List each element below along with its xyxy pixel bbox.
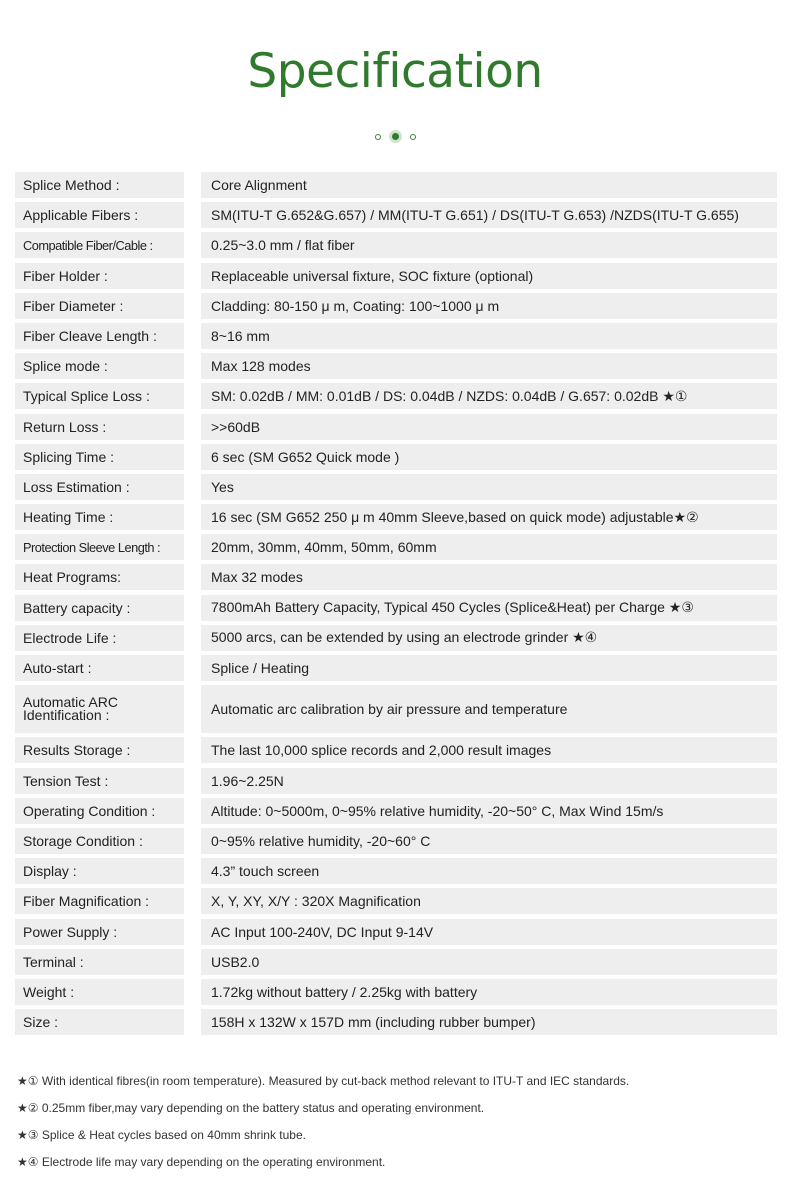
spec-label: Typical Splice Loss : <box>15 383 184 409</box>
spec-value: 20mm, 30mm, 40mm, 50mm, 60mm <box>201 534 777 560</box>
pagination-dot[interactable] <box>375 134 381 140</box>
spec-label: Terminal : <box>15 949 184 975</box>
spec-label: Fiber Cleave Length : <box>15 323 184 349</box>
spec-row <box>15 655 777 681</box>
spec-value: 1.96~2.25N <box>201 768 777 794</box>
spec-row <box>15 798 777 824</box>
spec-row <box>15 414 777 440</box>
spec-label: Return Loss : <box>15 414 184 440</box>
spec-row <box>15 768 777 794</box>
carousel-pagination <box>0 130 790 143</box>
spec-value: 0.25~3.0 mm / flat fiber <box>201 232 777 258</box>
spec-label: Heating Time : <box>15 504 184 530</box>
spec-label: Power Supply : <box>15 919 184 945</box>
spec-label: Size : <box>15 1009 184 1035</box>
spec-label: Electrode Life : <box>15 625 184 651</box>
spec-label: Fiber Diameter : <box>15 293 184 319</box>
spec-label: Applicable Fibers : <box>15 202 184 228</box>
spec-value: Core Alignment <box>201 172 777 198</box>
spec-label: Splice mode : <box>15 353 184 379</box>
spec-row <box>15 474 777 500</box>
spec-value: 158H x 132W x 157D mm (including rubber bumper) <box>201 1009 777 1035</box>
spec-row <box>15 202 777 228</box>
spec-row <box>15 323 777 349</box>
spec-label: Fiber Magnification : <box>15 888 184 914</box>
spec-row <box>15 1009 777 1035</box>
spec-value: AC Input 100-240V, DC Input 9-14V <box>201 919 777 945</box>
footnote: ★② 0.25mm fiber,may vary depending on the battery status and operating environment. <box>17 1101 485 1115</box>
spec-row <box>15 737 777 763</box>
spec-row <box>15 504 777 530</box>
spec-row <box>15 293 777 319</box>
spec-label: Loss Estimation : <box>15 474 184 500</box>
spec-row <box>15 858 777 884</box>
spec-value: 8~16 mm <box>201 323 777 349</box>
spec-row <box>15 383 777 409</box>
spec-value: Splice / Heating <box>201 655 777 681</box>
spec-label: Splicing Time : <box>15 444 184 470</box>
footnote: ★③ Splice & Heat cycles based on 40mm shrink tube. <box>17 1128 306 1142</box>
spec-value: 1.72kg without battery / 2.25kg with battery <box>201 979 777 1005</box>
spec-value: X, Y, XY, X/Y : 320X Magnification <box>201 888 777 914</box>
spec-label: Protection Sleeve Length : <box>15 534 184 560</box>
footnote: ★① With identical fibres(in room temperature). Measured by cut-back method relevant to ITU-T and IEC standards. <box>17 1074 630 1088</box>
spec-value: 7800mAh Battery Capacity, Typical 450 Cycles (Splice&Heat) per Charge ★③ <box>201 595 777 621</box>
spec-row <box>15 534 777 560</box>
spec-row <box>15 919 777 945</box>
spec-table <box>15 172 777 1039</box>
spec-label: Fiber Holder : <box>15 263 184 289</box>
spec-row <box>15 232 777 258</box>
spec-value: Cladding: 80-150 μ m, Coating: 100~1000 μ m <box>201 293 777 319</box>
spec-value: Yes <box>201 474 777 500</box>
spec-label: Compatible Fiber/Cable : <box>15 232 184 258</box>
spec-label: Tension Test : <box>15 768 184 794</box>
spec-row <box>15 172 777 198</box>
spec-label: Display : <box>15 858 184 884</box>
spec-label: Weight : <box>15 979 184 1005</box>
spec-row <box>15 979 777 1005</box>
spec-value: USB2.0 <box>201 949 777 975</box>
spec-value: >>60dB <box>201 414 777 440</box>
spec-label: Battery capacity : <box>15 595 184 621</box>
spec-row <box>15 444 777 470</box>
spec-value: SM(ITU-T G.652&G.657) / MM(ITU-T G.651) / DS(ITU-T G.653) /NZDS(ITU-T G.655) <box>201 202 777 228</box>
spec-value: 16 sec (SM G652 250 μ m 40mm Sleeve,based on quick mode) adjustable★② <box>201 504 777 530</box>
pagination-dot-active[interactable] <box>389 130 402 143</box>
page-title: Specification <box>247 44 543 99</box>
spec-row <box>15 828 777 854</box>
spec-value: Altitude: 0~5000m, 0~95% relative humidity, -20~50° C, Max Wind 15m/s <box>201 798 777 824</box>
spec-value: 5000 arcs, can be extended by using an electrode grinder ★④ <box>201 625 777 651</box>
spec-label: Automatic ARC Identification : <box>15 685 184 733</box>
spec-label: Splice Method : <box>15 172 184 198</box>
spec-row <box>15 685 777 733</box>
spec-row <box>15 564 777 590</box>
spec-label: Operating Condition : <box>15 798 184 824</box>
spec-row <box>15 625 777 651</box>
spec-label: Results Storage : <box>15 737 184 763</box>
spec-value: 6 sec (SM G652 Quick mode ) <box>201 444 777 470</box>
spec-row <box>15 595 777 621</box>
spec-row <box>15 263 777 289</box>
spec-value: The last 10,000 splice records and 2,000 result images <box>201 737 777 763</box>
pagination-dot[interactable] <box>410 134 416 140</box>
spec-value: SM: 0.02dB / MM: 0.01dB / DS: 0.04dB / NZDS: 0.04dB / G.657: 0.02dB ★① <box>201 383 777 409</box>
spec-label: Auto-start : <box>15 655 184 681</box>
spec-value: 0~95% relative humidity, -20~60° C <box>201 828 777 854</box>
spec-row <box>15 888 777 914</box>
footnotes <box>17 1073 777 1181</box>
spec-value: Automatic arc calibration by air pressure and temperature <box>201 685 777 733</box>
spec-row <box>15 949 777 975</box>
spec-value: Max 128 modes <box>201 353 777 379</box>
spec-value: 4.3” touch screen <box>201 858 777 884</box>
spec-label: Storage Condition : <box>15 828 184 854</box>
spec-value: Replaceable universal fixture, SOC fixture (optional) <box>201 263 777 289</box>
spec-value: Max 32 modes <box>201 564 777 590</box>
footnote: ★④ Electrode life may vary depending on the operating environment. <box>17 1155 386 1169</box>
spec-row <box>15 353 777 379</box>
spec-label: Heat Programs: <box>15 564 184 590</box>
